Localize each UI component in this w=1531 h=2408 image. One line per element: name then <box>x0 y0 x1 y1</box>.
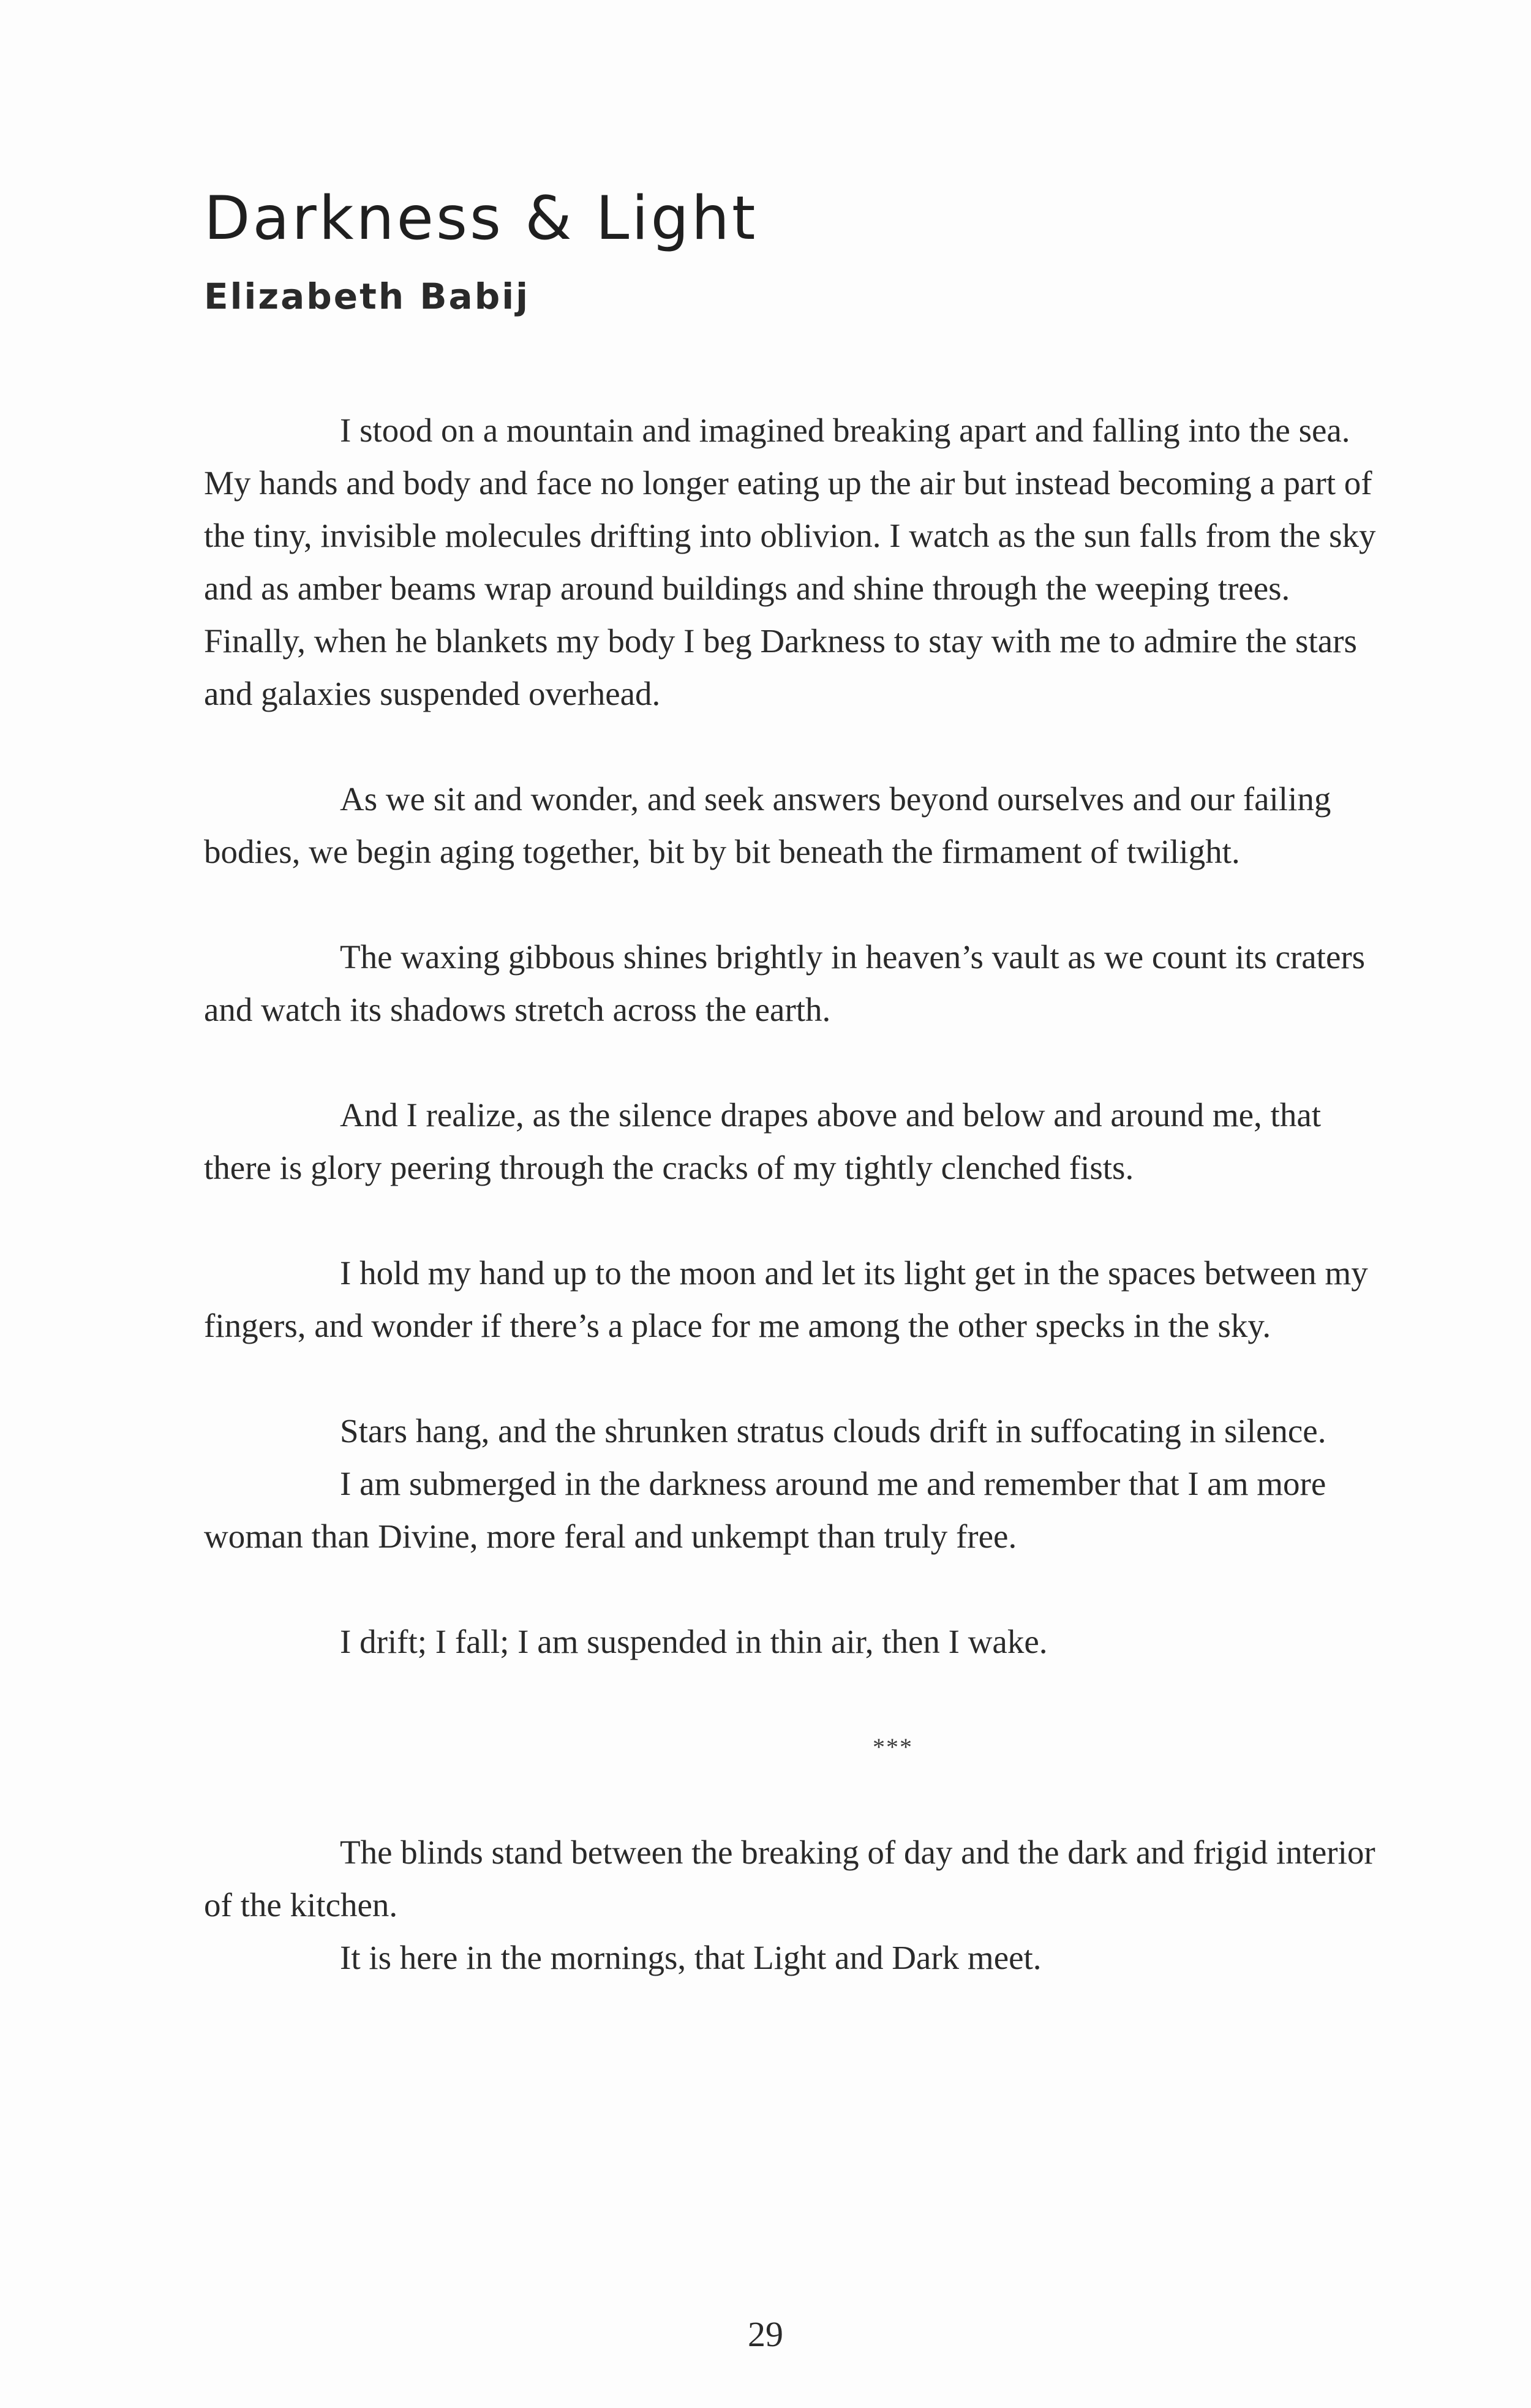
story-title: Darkness & Light <box>204 184 758 254</box>
story-body <box>204 404 1386 1984</box>
paragraph-5: I hold my hand up to the moon and let its light get in the spaces between my fingers, and wonder if there’s a place for me among the other specks in the sky. <box>204 1254 1368 1344</box>
paragraph-2: As we sit and wonder, and seek answers beyond ourselves and our failing bodies, we begin aging together, bit by bit beneath the firmament of twilight. <box>204 780 1331 870</box>
paragraph-1: I stood on a mountain and imagined breaking apart and falling into the sea. My hands and body and face no longer eating up the air but instead becoming a part of the tiny, invisible molecules drifting into oblivion. I watch as the sun falls from the sky and as amber beams wrap around buildings and shine through the weeping trees. Finally, when he blankets my body I beg Darkness to stay with me to admire the stars and galaxies suspended overhead. <box>204 412 1376 712</box>
paragraph-9: The blinds stand between the breaking of day and the dark and frigid interior of the kitchen. <box>204 1834 1375 1924</box>
paragraph-7: I am submerged in the darkness around me and remember that I am more woman than Divine, more feral and unkempt than truly free. <box>204 1465 1326 1555</box>
paragraph-8: I drift; I fall; I am suspended in thin air, then I wake. <box>340 1623 1048 1660</box>
paragraph-10: It is here in the mornings, that Light and Dark meet. <box>340 1939 1042 1976</box>
page-number: 29 <box>748 2314 783 2354</box>
paragraph-6: Stars hang, and the shrunken stratus clouds drift in suffocating in silence. <box>340 1412 1326 1450</box>
paragraph-3: The waxing gibbous shines brightly in heaven’s vault as we count its craters and watch its shadows stretch across the earth. <box>204 938 1366 1028</box>
paragraph-4: And I realize, as the silence drapes above and below and around me, that there is glory peering through the cracks of my tightly clenched fists. <box>204 1096 1322 1186</box>
author-name: Elizabeth Babij <box>204 276 530 317</box>
section-separator: *** <box>873 1733 913 1761</box>
